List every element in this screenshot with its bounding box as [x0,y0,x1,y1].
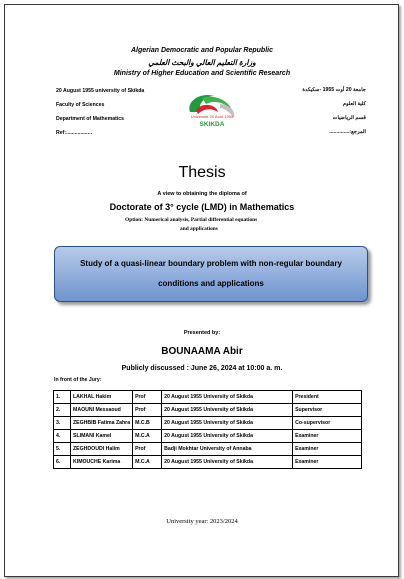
left-ref: Ref:.................. [56,130,93,136]
ministry-title: Ministry of Higher Education and Scientific Research [113,70,291,77]
right-ref-ar: المرجع:.............. [329,129,366,135]
author-name: BOUNAAMA Abir [161,346,243,357]
jury-member-grade: Prof [133,404,162,417]
university-year: University year: 2023/2024 [166,518,238,525]
jury-number: 3. [54,417,71,430]
jury-member-role: President [293,391,362,404]
jury-member-university: 20 August 1955 University of Skikda [162,404,293,417]
jury-member-name: KIMOUCHE Karima [71,456,133,469]
logo-name: SKIKDA [199,121,225,128]
left-department: Department of Mathematics [56,116,125,122]
jury-member-role: Examiner [293,456,362,469]
left-faculty: Faculty of Sciences [56,102,105,108]
jury-member-university: Badji Mokhtar University of Annaba [162,443,293,456]
jury-member-university: 20 August 1955 University of Skikda [162,391,293,404]
jury-member-grade: M.C.A [133,456,162,469]
jury-member-university: 20 August 1955 University of Skikda [162,417,293,430]
jury-member-grade: M.C.B [133,417,162,430]
discussion-date: Publicly discussed : June 26, 2024 at 10:00 a. m. [121,365,283,372]
jury-member-name: MAOUNI Messaoud [71,404,133,417]
right-university-ar: جامعة 20 أوت 1955 -سكيكدة [302,87,366,93]
doctorate-line: Doctorate of 3° cycle (LMD) in Mathematics [109,202,295,212]
jury-member-role: Examiner [293,443,362,456]
jury-number: 1. [54,391,71,404]
study-title-box [54,246,368,302]
logo-caption: Université 20 Août 1955 [190,114,234,119]
jury-member-name: ZEGHBIB Fatima Zahra [71,417,133,430]
jury-row [54,391,362,404]
jury-member-grade: Prof [133,391,162,404]
jury-member-role: Examiner [293,430,362,443]
jury-row [54,417,362,430]
jury-member-university: 20 August 1955 University of Skikda [162,456,293,469]
left-university: 20 August 1955 university of Skikda [56,88,145,94]
presented-by-label: Presented by: [183,330,221,336]
jury-member-name: ZEGHDOUDI Halim [71,443,133,456]
jury-member-role: Supervisor [293,404,362,417]
study-title: Study of a quasi-linear boundary problem with non-regular boundary conditions and applications [80,259,342,288]
diploma-line: A view to obtaining the diploma of [157,191,247,197]
university-logo [180,90,244,130]
ministry-title-ar: وزارة التعليم العالي والبحث العلمي [148,58,256,67]
jury-table [53,390,362,469]
jury-number: 2. [54,404,71,417]
jury-number: 6. [54,456,71,469]
jury-number: 5. [54,443,71,456]
right-faculty-ar: كلية العلوم [342,101,366,107]
option-line-2: and applications [180,226,218,232]
jury-member-grade: M.C.A [133,430,162,443]
right-department-ar: قسم الرياضيات [332,115,366,121]
option-line-1: Option: Numerical analysis, Partial differential equations [125,217,258,223]
jury-member-grade: Prof [133,443,162,456]
jury-row [54,430,362,443]
jury-member-role: Co-supervisor [293,417,362,430]
jury-row [54,404,362,417]
jury-member-name: SLIMANI Kamel [71,430,133,443]
jury-member-name: LAKHAL Hakim [71,391,133,404]
jury-row [54,456,362,469]
jury-number: 4. [54,430,71,443]
republic-title: Algerian Democratic and Popular Republic [131,47,273,54]
jury-row [54,443,362,456]
thesis-title: Thesis [178,164,226,181]
jury-member-university: 20 August 1955 University of Skikda [162,430,293,443]
jury-label: In front of the Jury: [54,377,102,383]
